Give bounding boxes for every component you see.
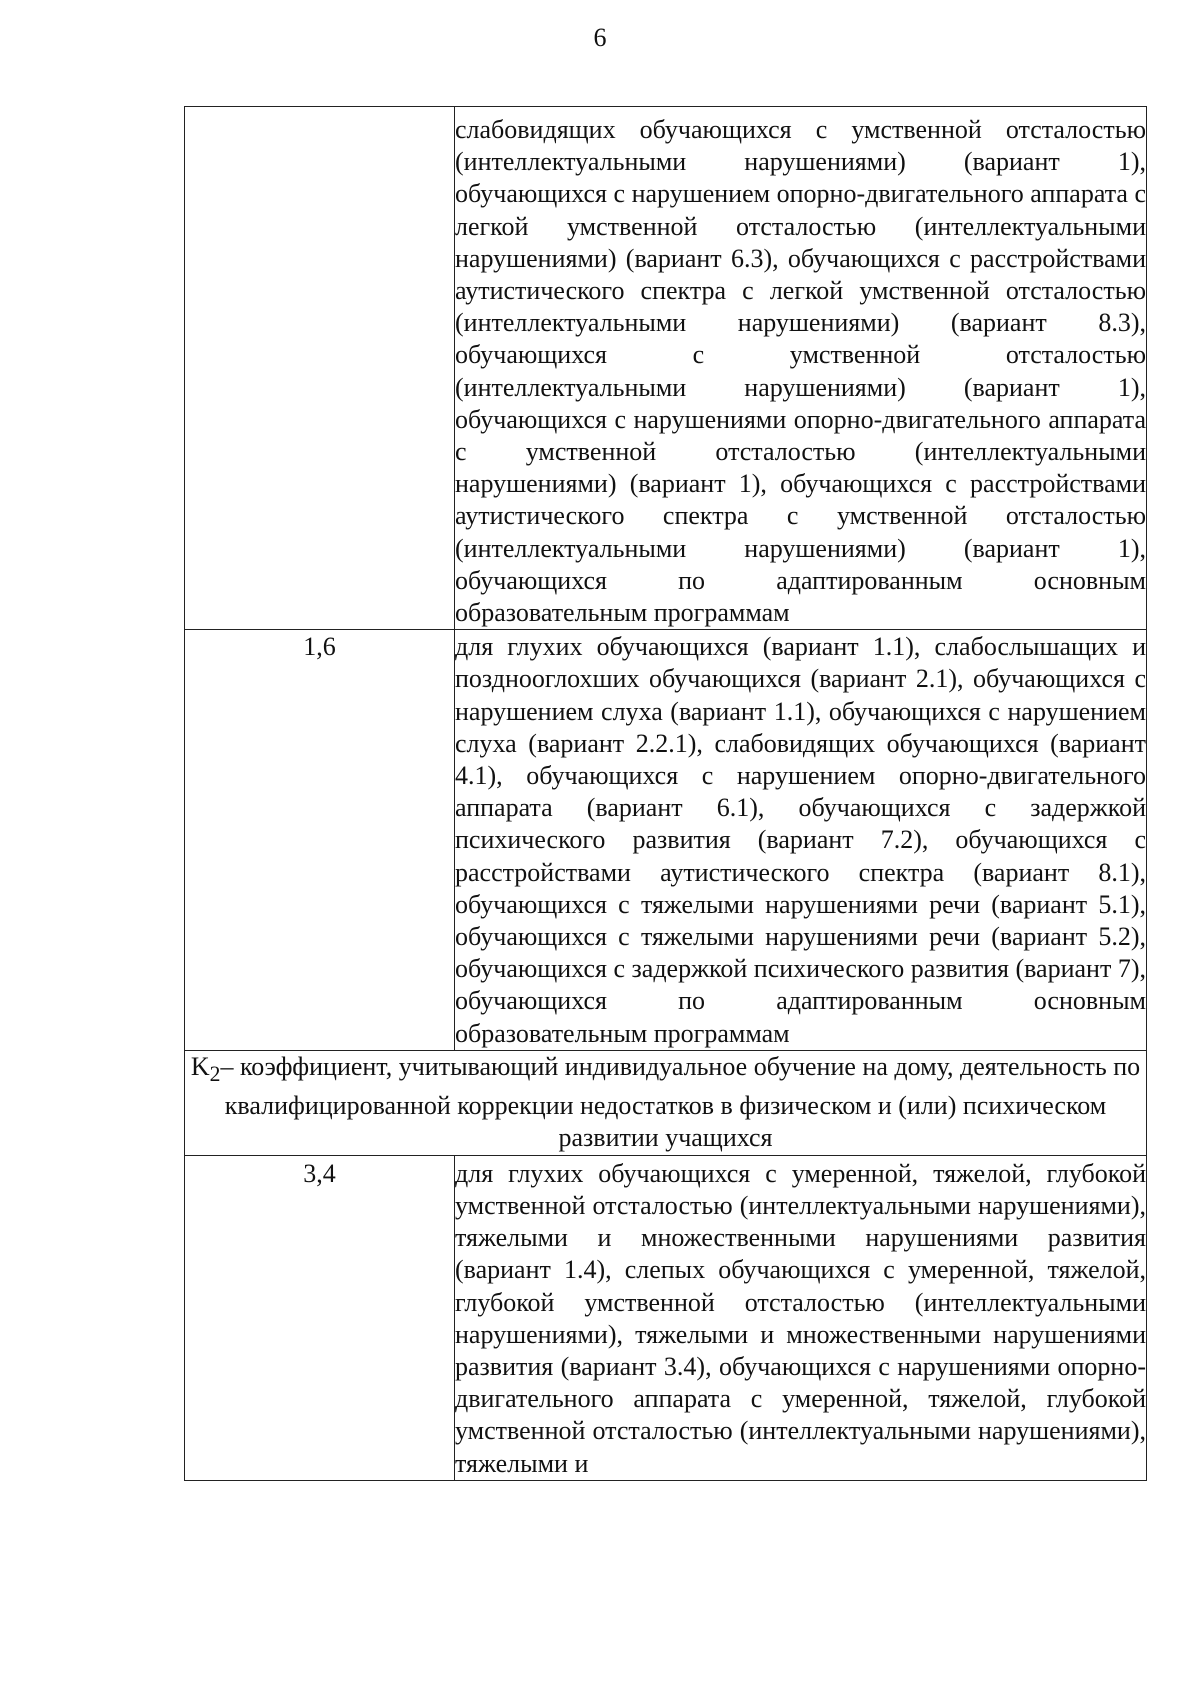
coefficient-value-cell: 1,6 [185, 630, 455, 1051]
section-header-cell [185, 1050, 1147, 1155]
description-cell: для глухих обучающихся с умеренной, тяжелой, глубокой умственной отсталостью (интеллектуальными нарушениями), тяжелыми и множественными нарушениями развития (вариант 1.4), слепых обучающихся с умеренной, тяжелой, глубокой умственной отсталостью (интеллектуальными нарушениями), тяжелыми и множественными нарушениями развития (вариант 3.4), обучающихся с нарушениями опорно-двигательного аппарата с умеренной, тяжелой, глубокой умственной отсталостью (интеллектуальными нарушениями), тяжелыми и [455, 1155, 1147, 1480]
table-row [185, 1155, 1147, 1480]
table-row [185, 630, 1147, 1051]
table-row [185, 107, 1147, 630]
coefficient-subscript: 2 [209, 1062, 221, 1087]
section-header-text: – коэффициент, учитывающий индивидуальное обучение на дому, деятельность по квалифицированной коррекции недостатков в физическом и (или) психическом развитии учащихся [220, 1051, 1141, 1153]
description-cell: слабовидящих обучающихся с умственной отсталостью (интеллектуальными нарушениями) (вариант 1), обучающихся с нарушением опорно-двигательного аппарата с легкой умственной отсталостью (интеллектуальными нарушениями) (вариант 6.3), обучающихся с расстройствами аутистического спектра с легкой умственной отсталостью (интеллектуальными нарушениями) (вариант 8.3), обучающихся с умственной отсталостью (интеллектуальными нарушениями) (вариант 1), обучающихся с нарушениями опорно-двигательного аппарата с умственной отсталостью (интеллектуальными нарушениями) (вариант 1), обучающихся с расстройствами аутистического спектра с умственной отсталостью (интеллектуальными нарушениями) (вариант 1), обучающихся по адаптированным основным образовательным программам [455, 107, 1147, 630]
coefficient-symbol: K [190, 1051, 210, 1081]
description-cell: для глухих обучающихся (вариант 1.1), слабослышащих и позднооглохших обучающихся (вариант 2.1), обучающихся с нарушением слуха (вариант 1.1), обучающихся с нарушением слуха (вариант 2.2.1), слабовидящих обучающихся (вариант 4.1), обучающихся с нарушением опорно-двигательного аппарата (вариант 6.1), обучающихся с задержкой психического развития (вариант 7.2), обучающихся с расстройствами аутистического спектра (вариант 8.1), обучающихся с тяжелыми нарушениями речи (вариант 5.1), обучающихся с тяжелыми нарушениями речи (вариант 5.2), обучающихся с задержкой психического развития (вариант 7), обучающихся по адаптированным основным образовательным программам [455, 630, 1147, 1051]
coefficient-table [184, 106, 1147, 1481]
coefficient-value-cell: 3,4 [185, 1155, 455, 1480]
coefficient-value-cell [185, 107, 455, 630]
page-number: 6 [593, 23, 607, 52]
section-header-row [185, 1050, 1147, 1155]
